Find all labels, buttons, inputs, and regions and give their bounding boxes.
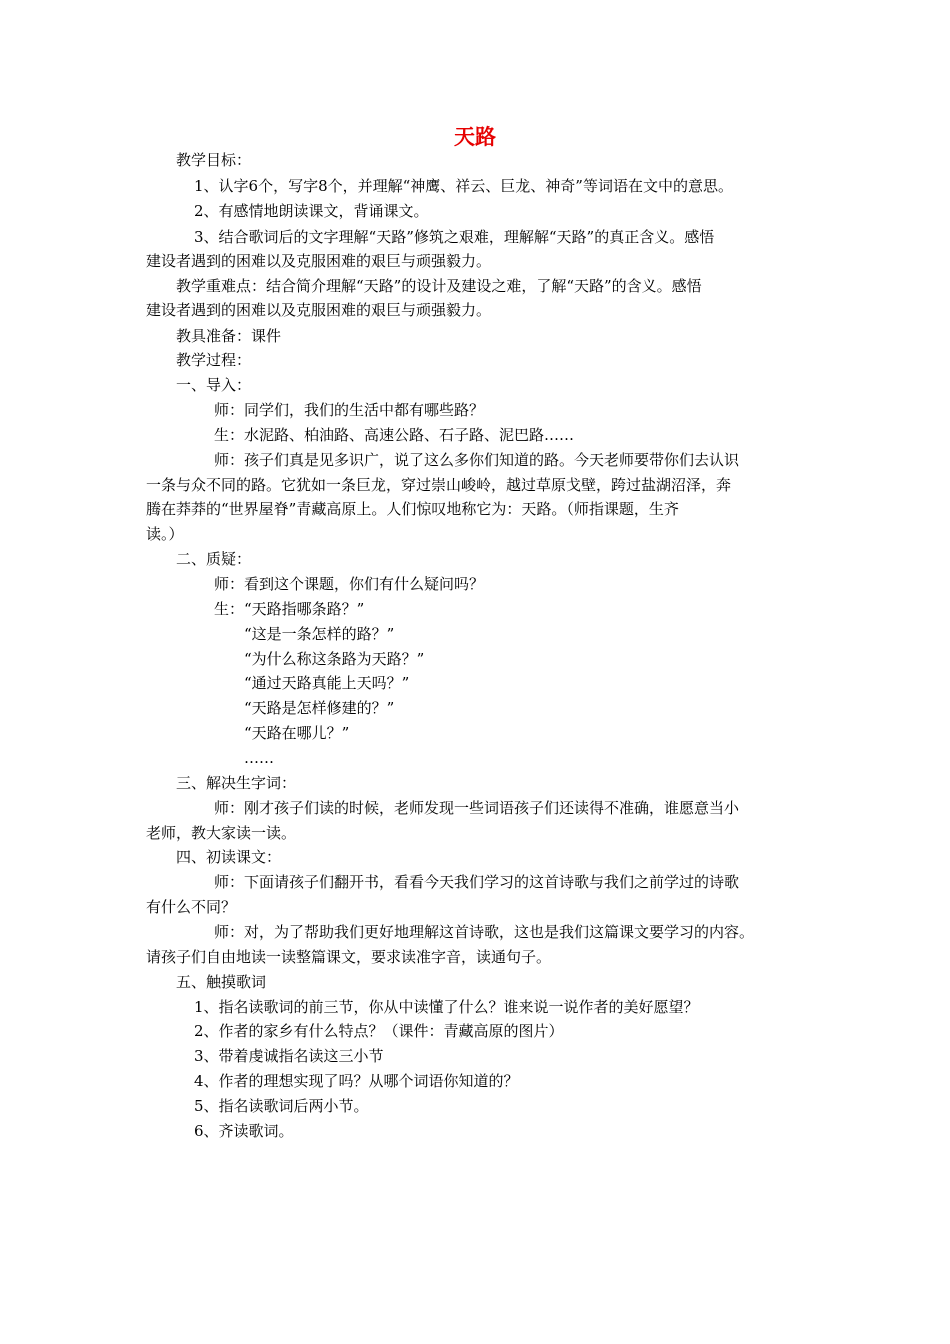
text-line: 教学重难点：结合简介理解“天路”的设计及建设之难，了解“天路”的含义。感悟: [176, 277, 702, 295]
text-line: 1、指名读歌词的前三节，你从中读懂了什么？谁来说一说作者的美好愿望？: [194, 998, 699, 1016]
text-line: 腾在莽莽的“世界屋脊”青藏高原上。人们惊叹地称它为：天路。（师指课题，生齐: [146, 500, 679, 518]
text-line: “为什么称这条路为天路？”: [244, 650, 425, 668]
section-heading: 四、初读课文：: [176, 848, 282, 866]
text-line: 教学目标：: [176, 151, 252, 169]
text-line: 师：刚才孩子们读的时候，老师发现一些词语孩子们还读得不准确，谁愿意当小: [214, 799, 740, 817]
text-line: 一条与众不同的路。它犹如一条巨龙，穿过崇山峻岭，越过草原戈壁，跨过盐湖沼泽，奔: [146, 476, 732, 494]
text-line: 3、带着虔诚指名读这三小节: [194, 1047, 384, 1065]
text-line: 建设者遇到的困难以及克服困难的艰巨与顽强毅力。: [146, 301, 492, 319]
section-heading: 五、触摸歌词: [176, 973, 267, 991]
text-line: 教具准备：课件: [176, 327, 282, 345]
section-heading: 二、质疑：: [176, 550, 252, 568]
text-line: 1、认字6个，写字8个，并理解“神鹰、祥云、巨龙、神奇”等词语在文中的意思。: [194, 177, 733, 195]
text-line: 老师，教大家读一读。: [146, 824, 297, 842]
text-line: 2、作者的家乡有什么特点？（课件：青藏高原的图片）: [194, 1022, 564, 1040]
text-line: 请孩子们自由地读一读整篇课文，要求读准字音，读通句子。: [146, 948, 552, 966]
text-line: 读。）: [146, 525, 184, 543]
text-line: 师：孩子们真是见多识广，说了这么多你们知道的路。今天老师要带你们去认识: [214, 451, 740, 469]
text-line: “这是一条怎样的路？”: [244, 625, 395, 643]
section-heading: 三、解决生字词：: [176, 774, 297, 792]
document-title: 天路: [454, 125, 496, 149]
text-line: 建设者遇到的困难以及克服困难的艰巨与顽强毅力。: [146, 252, 492, 270]
text-line: 师：下面请孩子们翻开书，看看今天我们学习的这首诗歌与我们之前学过的诗歌: [214, 873, 740, 891]
text-line: 教学过程：: [176, 351, 252, 369]
text-line: 师：同学们，我们的生活中都有哪些路？: [214, 401, 485, 419]
text-line: “天路是怎样修建的？”: [244, 699, 395, 717]
section-heading: 一、导入：: [176, 376, 252, 394]
text-line: 师：对，为了帮助我们更好地理解这首诗歌，这也是我们这篇课文要学习的内容。: [214, 923, 755, 941]
text-line: 生：“天路指哪条路？”: [214, 600, 365, 618]
text-line: 2、有感情地朗读课文，背诵课文。: [194, 202, 429, 220]
text-line: 6、齐读歌词。: [194, 1122, 294, 1140]
text-line: “通过天路真能上天吗？”: [244, 674, 410, 692]
text-line: 4、作者的理想实现了吗？从哪个词语你知道的？: [194, 1072, 519, 1090]
text-line: 师：看到这个课题，你们有什么疑问吗？: [214, 575, 485, 593]
text-line: 有什么不同？: [146, 898, 237, 916]
text-line: ……: [244, 749, 274, 767]
text-line: 生：水泥路、柏油路、高速公路、石子路、泥巴路……: [214, 426, 575, 444]
text-line: 5、指名读歌词后两小节。: [194, 1097, 369, 1115]
text-line: “天路在哪儿？”: [244, 724, 350, 742]
text-line: 3、结合歌词后的文字理解“天路”修筑之艰难，理解解“天路”的真正含义。感悟: [194, 228, 715, 246]
